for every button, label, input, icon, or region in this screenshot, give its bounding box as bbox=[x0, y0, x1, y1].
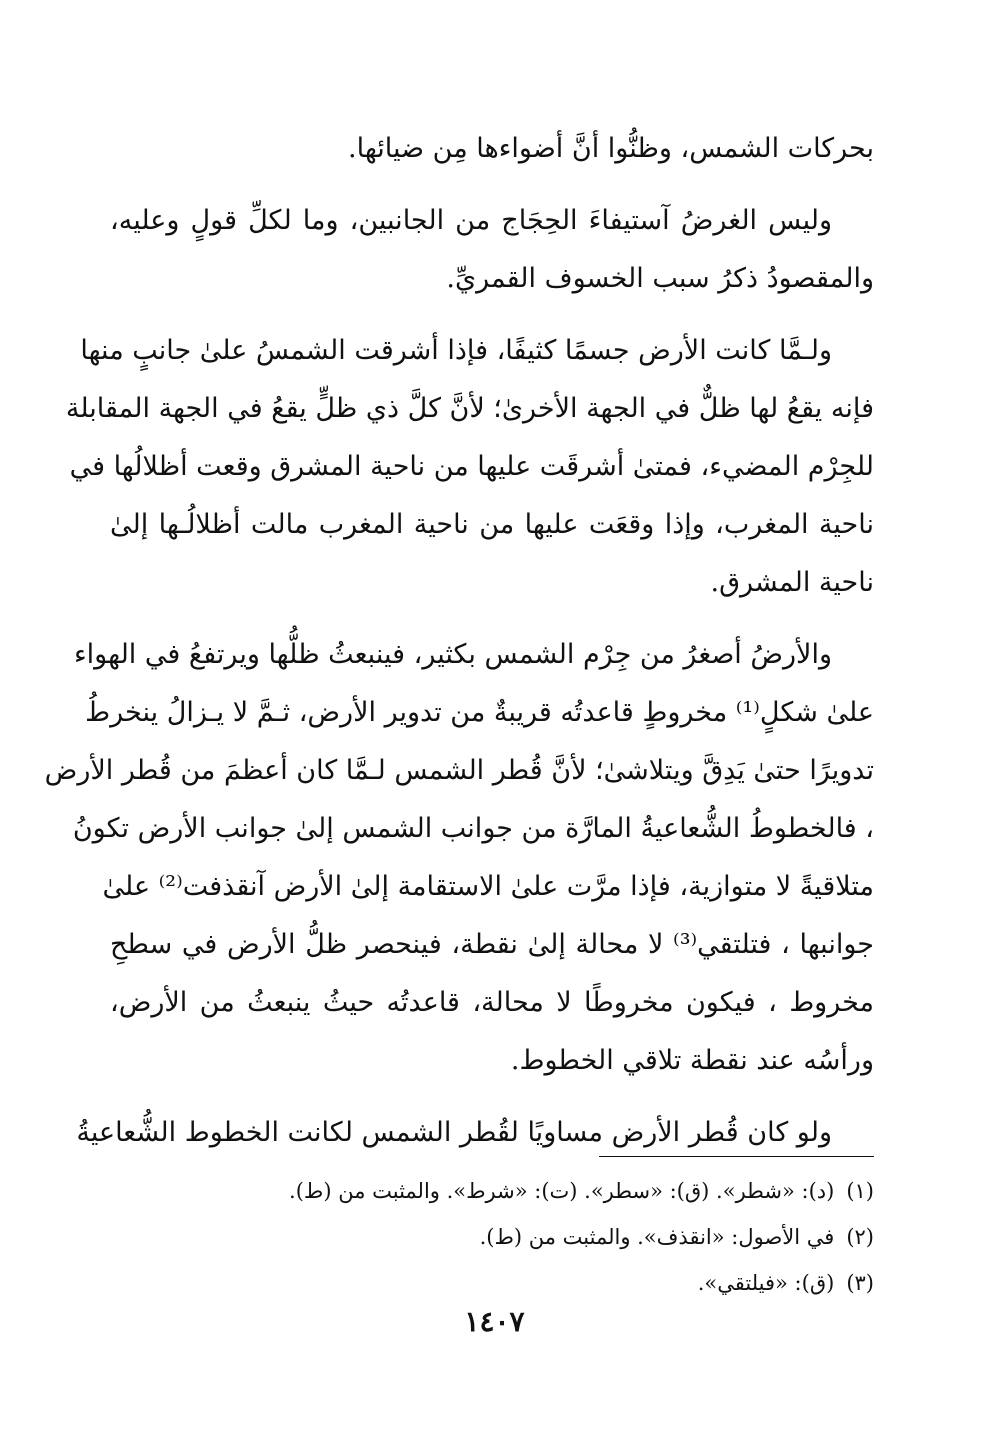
text-line-7: ناحية المغرب، وإذا وقعَت عليها من ناحية المغرب مالت أظلالُـها إلىٰ bbox=[110, 509, 874, 540]
footnotes bbox=[110, 1168, 874, 1306]
footnote-text: في الأصول: «انقذف». والمثبت من (ط). bbox=[479, 1225, 835, 1249]
footnote-1 bbox=[110, 1168, 874, 1214]
paragraph-gap bbox=[110, 1090, 874, 1104]
footnote-text: (ق): «فيلتقي». bbox=[697, 1271, 835, 1295]
page-number: ١٤٠٧ bbox=[464, 1305, 525, 1338]
text-line-11: تدويرًا حتىٰ يَدِقَّ ويتلاشىٰ؛ لأنَّ قُطر الشمس لـمَّا كان أعظمَ من قُطر الأرض bbox=[44, 755, 874, 786]
footnote-separator bbox=[599, 1156, 874, 1157]
text-line-17: ولو كان قُطر الأرض مساويًا لقُطر الشمس لكانت الخطوط الشُّعاعيةُ bbox=[76, 1117, 832, 1148]
text-line-1: بحركات الشمس، وظنُّوا أنَّ أضواءها مِن ضيائها. bbox=[348, 133, 874, 164]
text-line-16: ورأسُه عند نقطة تلاقي الخطوط. bbox=[510, 1045, 874, 1076]
footnote-number: (٣) bbox=[846, 1271, 874, 1295]
text-line-6: للجِرْم المضيء، فمتىٰ أشرقَت عليها من ناحية المشرق وقعت أظلالُها في bbox=[69, 451, 874, 482]
main-text bbox=[44, 120, 874, 1162]
paragraph-gap bbox=[110, 178, 874, 192]
text-line-3: والمقصودُ ذكرُ سبب الخسوف القمريِّ. bbox=[446, 263, 874, 294]
text-line-2: وليس الغرضُ آستيفاءَ الحِجَاج من الجانبين، وما لكلِّ قولٍ وعليه، bbox=[110, 205, 832, 236]
text-line-12: ، فالخطوطُ الشُّعاعيةُ المارَّة من جوانب الشمس إلىٰ جوانب الأرض تكونُ bbox=[72, 813, 874, 844]
text-line-9: والأرضُ أصغرُ من جِرْم الشمس بكثير، فينبعثُ ظلُّها ويرتفعُ في الهواء bbox=[73, 639, 832, 670]
footnote-text: (د): «شطر». (ق): «سطر». (ت): «شرط». والمثبت من (ط). bbox=[289, 1179, 835, 1203]
text-line-8: ناحية المشرق. bbox=[710, 567, 874, 598]
footnote-number: (٢) bbox=[846, 1225, 874, 1249]
paragraph-gap bbox=[110, 612, 874, 626]
text-line-13: متلاقيةً لا متوازية، فإذا مرَّت علىٰ الاستقامة إلىٰ الأرض آنقذفت⁽²⁾ علىٰ bbox=[102, 871, 874, 902]
footnote-3 bbox=[110, 1260, 874, 1306]
paragraph-gap bbox=[110, 308, 874, 322]
footnote-2 bbox=[110, 1214, 874, 1260]
text-line-4: ولـمَّا كانت الأرض جسمًا كثيفًا، فإذا أشرقت الشمسُ علىٰ جانبٍ منها bbox=[80, 335, 832, 366]
text-line-15: مخروط ، فيكون مخروطًا لا محالة، قاعدتُه حيثُ ينبعثُ من الأرض، bbox=[110, 987, 874, 1018]
text-line-5: فإنه يقعُ لها ظلٌّ في الجهة الأخرىٰ؛ لأنَّ كلَّ ذي ظلٍّ يقعُ في الجهة المقابلة bbox=[65, 393, 874, 424]
footnote-number: (١) bbox=[846, 1179, 874, 1203]
text-line-10: علىٰ شكلٍ⁽¹⁾ مخروطٍ قاعدتُه قريبةٌ من تدوير الأرض، ثـمَّ لا يـزالُ ينخرطُ bbox=[85, 697, 874, 728]
text-line-14: جوانبها ، فتلتقي⁽³⁾ لا محالة إلىٰ نقطة، فينحصر ظلُّ الأرض في سطحِ bbox=[110, 929, 874, 960]
